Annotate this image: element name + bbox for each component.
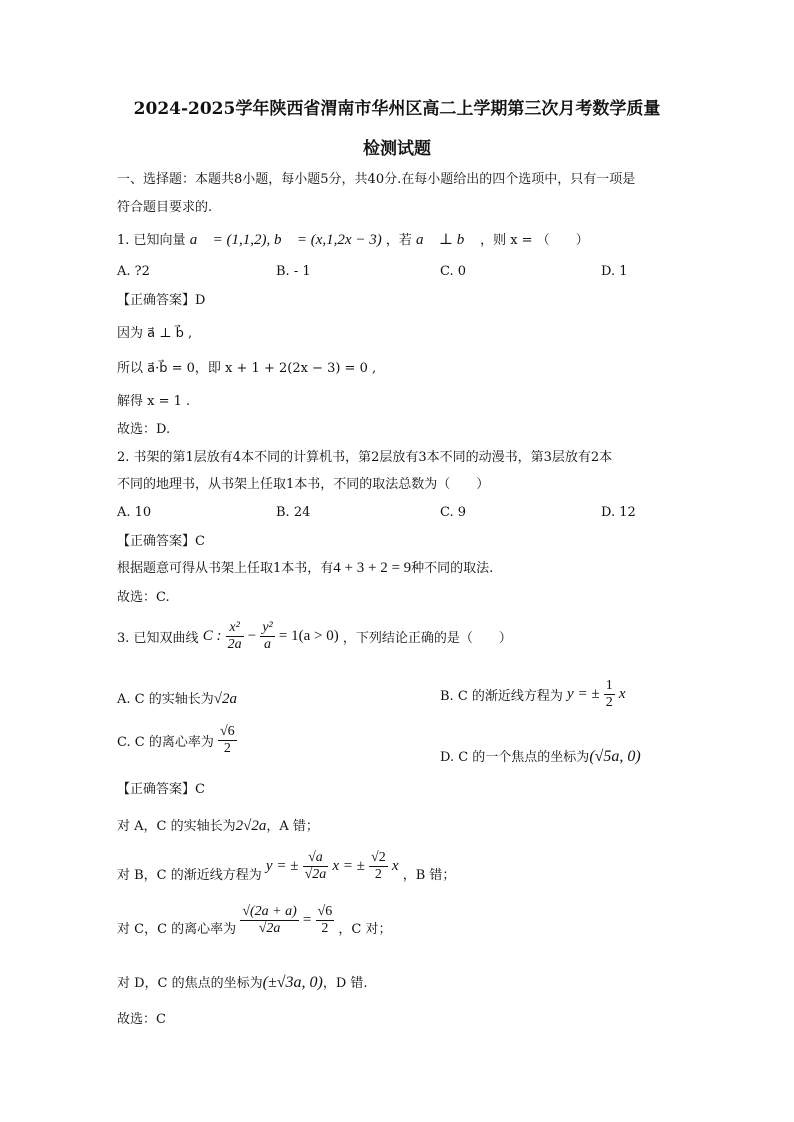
q3-eq-tail: = 1(a > 0) <box>278 628 339 645</box>
q1-option-b: B. - 1 <box>276 264 311 279</box>
q1-stem <box>117 229 589 249</box>
q1-tail: ，则 x = （ ） <box>480 233 589 248</box>
q3-option-b <box>440 678 626 711</box>
q3-eq-c: C : <box>202 628 222 645</box>
q3-solution-b-tail: ，B 错； <box>402 868 456 884</box>
q1-option-a: A. ?2 <box>117 264 150 279</box>
q3-option-a-expression: √2a <box>213 691 237 707</box>
q2-option-d: D. 12 <box>601 505 636 520</box>
q1-solution-dot-product: 所以 a⃗·b⃗ = 0 <box>117 361 195 376</box>
q1-choice: 故选：D. <box>117 422 171 437</box>
q3-solution-b-fraction-1 <box>303 850 329 883</box>
q3-solution-b-numerator-1: √a <box>303 850 329 867</box>
q3-fraction-y-denominator: a <box>264 637 272 653</box>
q2-solution-text-a: 根据题意可得从书架上任取1本书，有 <box>117 561 334 576</box>
q3-solution-b-y: y = ± <box>265 858 299 875</box>
q3-option-c-text: C. C 的离心率为 <box>117 735 214 751</box>
q3-prefix: 3. 已知双曲线 <box>117 631 199 647</box>
q3-solution-a <box>117 815 319 835</box>
q3-option-b-denominator: 2 <box>605 695 613 711</box>
q3-solution-c-text: 对 C，C 的离心率为 <box>117 922 237 938</box>
q1-option-d: D. 1 <box>601 264 628 279</box>
q2-solution-text-b: 种不同的取法. <box>411 561 494 576</box>
q2-stem-line-1: 2. 书架的第1层放有4本不同的计算机书，第2层放有3本不同的动漫书，第3层放有2本 <box>117 450 613 465</box>
q3-option-c-fraction <box>218 724 237 757</box>
q2-option-a: A. 10 <box>117 505 152 520</box>
q3-option-b-text: B. C 的渐近线方程为 <box>440 689 563 705</box>
q3-option-c-numerator: √6 <box>218 724 237 741</box>
q3-minus: − <box>247 628 257 645</box>
q3-choice: 故选：C <box>117 1012 166 1027</box>
q3-option-c <box>117 724 237 757</box>
q1-mid: ，若 <box>385 233 412 248</box>
q3-solution-b-x: x <box>391 858 399 875</box>
q1-solution-line-2 <box>117 357 376 376</box>
q3-fraction-x-denominator: 2a <box>227 637 242 653</box>
q3-stem <box>117 620 512 653</box>
q3-solution-c-tail: ，C 对； <box>338 922 392 938</box>
q1-solution-line-3: 解得 x = 1 . <box>117 394 191 409</box>
q3-solution-c-denominator-2: 2 <box>321 921 329 937</box>
q3-solution-b-denominator-2: 2 <box>374 867 382 883</box>
q3-solution-b-numerator-2: √2 <box>369 850 388 867</box>
q3-fraction-x-numerator: x² <box>226 620 244 637</box>
q1-condition: a⃗ ⊥ b⃗ <box>415 232 476 248</box>
q3-solution-b-text: 对 B，C 的渐近线方程为 <box>117 868 262 884</box>
q1-solution-line-1: 因为 a⃗ ⊥ b⃗ , <box>117 326 193 341</box>
q3-option-d-text: D. C 的一个焦点的坐标为 <box>440 750 590 765</box>
q3-option-b-expression: y = ± <box>567 686 600 703</box>
q3-option-a-text: A. C 的实轴长为 <box>117 692 214 707</box>
q3-solution-c <box>117 904 391 937</box>
q1-answer: 【正确答案】D <box>117 293 206 308</box>
q3-answer: 【正确答案】C <box>117 782 205 797</box>
q3-option-c-denominator: 2 <box>223 741 231 757</box>
q2-answer: 【正确答案】C <box>117 534 205 549</box>
q1-vector-expression: a⃗ = (1,1,2), b⃗ = (x,1,2x − 3) <box>189 232 382 248</box>
q2-option-c: C. 9 <box>440 505 467 520</box>
q3-solution-a-text: 对 A，C 的实轴长为 <box>117 819 236 834</box>
q3-solution-c-fraction-1 <box>240 904 298 937</box>
q3-option-b-x: x <box>618 686 626 703</box>
q3-solution-c-numerator-2: √6 <box>316 904 335 921</box>
q3-fraction-x <box>226 620 244 653</box>
q2-stem-line-2: 不同的地理书，从书架上任取1本书，不同的取法总数为（ ） <box>117 477 490 492</box>
page-title-line-2: 检测试题 <box>363 139 431 159</box>
q1-option-c: C. 0 <box>440 264 467 279</box>
q3-solution-d <box>117 972 368 992</box>
q3-solution-c-equals: = <box>302 912 312 929</box>
q2-option-b: B. 24 <box>276 505 311 520</box>
q3-option-a <box>117 688 237 708</box>
q1-solution-equation: ，即 x + 1 + 2(2x − 3) = 0 , <box>194 361 377 376</box>
q3-solution-d-expression: (±√3a, 0) <box>262 974 323 991</box>
q3-solution-b <box>117 850 455 883</box>
q3-solution-d-text: 对 D，C 的焦点的坐标为 <box>117 976 263 991</box>
q3-solution-b-mid: x = ± <box>332 858 365 875</box>
section-header-line-1: 一、选择题：本题共8小题，每小题5分，共40分.在每小题给出的四个选项中，只有一项是 <box>117 172 636 187</box>
q3-option-b-numerator: 1 <box>604 678 615 695</box>
q2-solution-expression: 4 + 3 + 2 = 9 <box>333 560 412 576</box>
section-header-line-2: 符合题目要求的. <box>117 200 213 215</box>
q3-solution-c-denominator-1: √2a <box>258 921 281 937</box>
q1-prefix: 1. 已知向量 <box>117 233 186 248</box>
q3-solution-c-numerator-1: √(2a + a) <box>240 904 298 921</box>
q2-solution <box>117 557 493 577</box>
q3-solution-d-tail: ，D 错. <box>322 976 368 991</box>
q3-option-b-fraction <box>604 678 615 711</box>
q2-choice: 故选：C. <box>117 590 170 605</box>
q3-fraction-y-numerator: y² <box>260 620 274 637</box>
q3-solution-a-expression: 2√2a <box>235 818 267 834</box>
q3-fraction-y <box>260 620 274 653</box>
q3-solution-b-denominator-1: √2a <box>304 867 327 883</box>
q3-solution-b-fraction-2 <box>369 850 388 883</box>
page-title-line-1: 2024-2025学年陕西省渭南市华州区高二上学期第三次月考数学质量 <box>133 99 661 119</box>
q3-option-d-expression: (√5a, 0) <box>589 748 641 765</box>
q3-option-d <box>440 746 641 766</box>
q3-solution-c-fraction-2 <box>316 904 335 937</box>
q3-suffix: ，下列结论正确的是（ ） <box>342 631 512 647</box>
q3-solution-a-tail: ，A 错； <box>266 819 319 834</box>
